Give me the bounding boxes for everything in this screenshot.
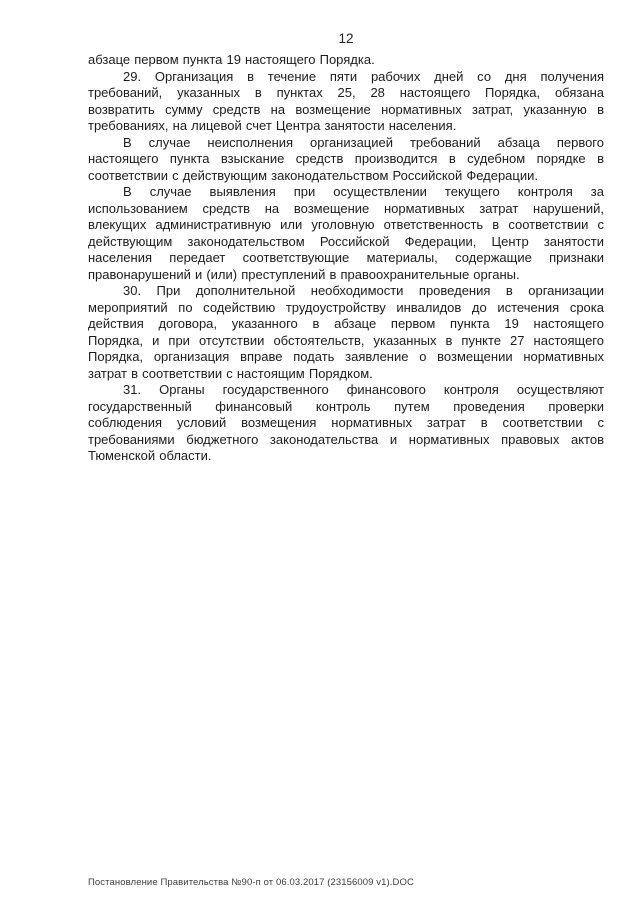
text-line: действия договора, указанного в абзаце первом пункта 19 настоящего: [88, 316, 604, 331]
text-line: 30. При дополнительной необходимости проведения в организации: [123, 283, 604, 298]
paragraph-30: [88, 283, 604, 382]
text-line: требованиями бюджетного законодательства и нормативных правовых актов: [88, 431, 604, 447]
paragraph-29-sub-2: [88, 184, 604, 283]
document-footer-filename: Постановление Правительства №90-п от 06.03.2017 (23156009 v1).DOC: [88, 877, 414, 888]
text-line: населения передает соответствующие материалы, содержащие признаки: [88, 250, 604, 265]
text-line: соответствии с действующим законодательством Российской Федерации.: [88, 167, 538, 183]
paragraph-continuation-p19: [88, 52, 604, 69]
text-line: В случае выявления при осуществлении текущего контроля за: [123, 184, 604, 199]
page-number: 12: [338, 31, 354, 46]
document-body: [88, 52, 604, 465]
text-line: действующим законодательством Российской Федерации, Центр занятости: [88, 233, 604, 249]
paragraph-29: [88, 69, 604, 135]
text-line: настоящего пункта взыскание средств производится в судебном порядке в: [88, 151, 604, 166]
text-line: правонарушений и (или) преступлений в правоохранительные органы.: [88, 266, 520, 282]
text-line: Порядка, организация вправе подать заявление о возмещении нормативных: [88, 349, 604, 364]
text-line: государственный финансовый контроль путем проведения проверки: [88, 398, 604, 414]
paragraph-31: [88, 382, 604, 465]
text-line: абзаце первом пункта 19 настоящего Порядка.: [88, 52, 375, 67]
text-line: мероприятий по содействию трудоустройству инвалидов до истечения срока: [88, 299, 604, 315]
text-line: затрат в соответствии с настоящим Порядком.: [88, 365, 373, 381]
text-line: требований, указанных в пунктах 25, 28 настоящего Порядка, обязана: [88, 85, 604, 100]
text-line: 29. Организация в течение пяти рабочих дней со дня получения: [123, 68, 604, 84]
text-line: Порядка, и при отсутствии обстоятельств, указанных в пункте 27 настоящего: [88, 332, 604, 348]
text-line: возвратить сумму средств на возмещение нормативных затрат, указанную в: [88, 101, 604, 117]
text-line: использованием средств на возмещение нормативных затрат нарушений,: [88, 200, 604, 216]
paragraph-29-sub-1: [88, 135, 604, 185]
text-line: В случае неисполнения организацией требований абзаца первого: [123, 134, 604, 150]
text-line: требованиях, на лицевой счет Центра занятости населения.: [88, 118, 457, 133]
text-line: Тюменской области.: [88, 448, 212, 463]
text-line: 31. Органы государственного финансового контроля осуществляют: [123, 382, 604, 397]
text-line: соблюдения условий возмещения нормативных затрат в соответствии с: [88, 415, 604, 430]
text-line: влекущих административную или уголовную ответственность в соответствии с: [88, 217, 604, 232]
